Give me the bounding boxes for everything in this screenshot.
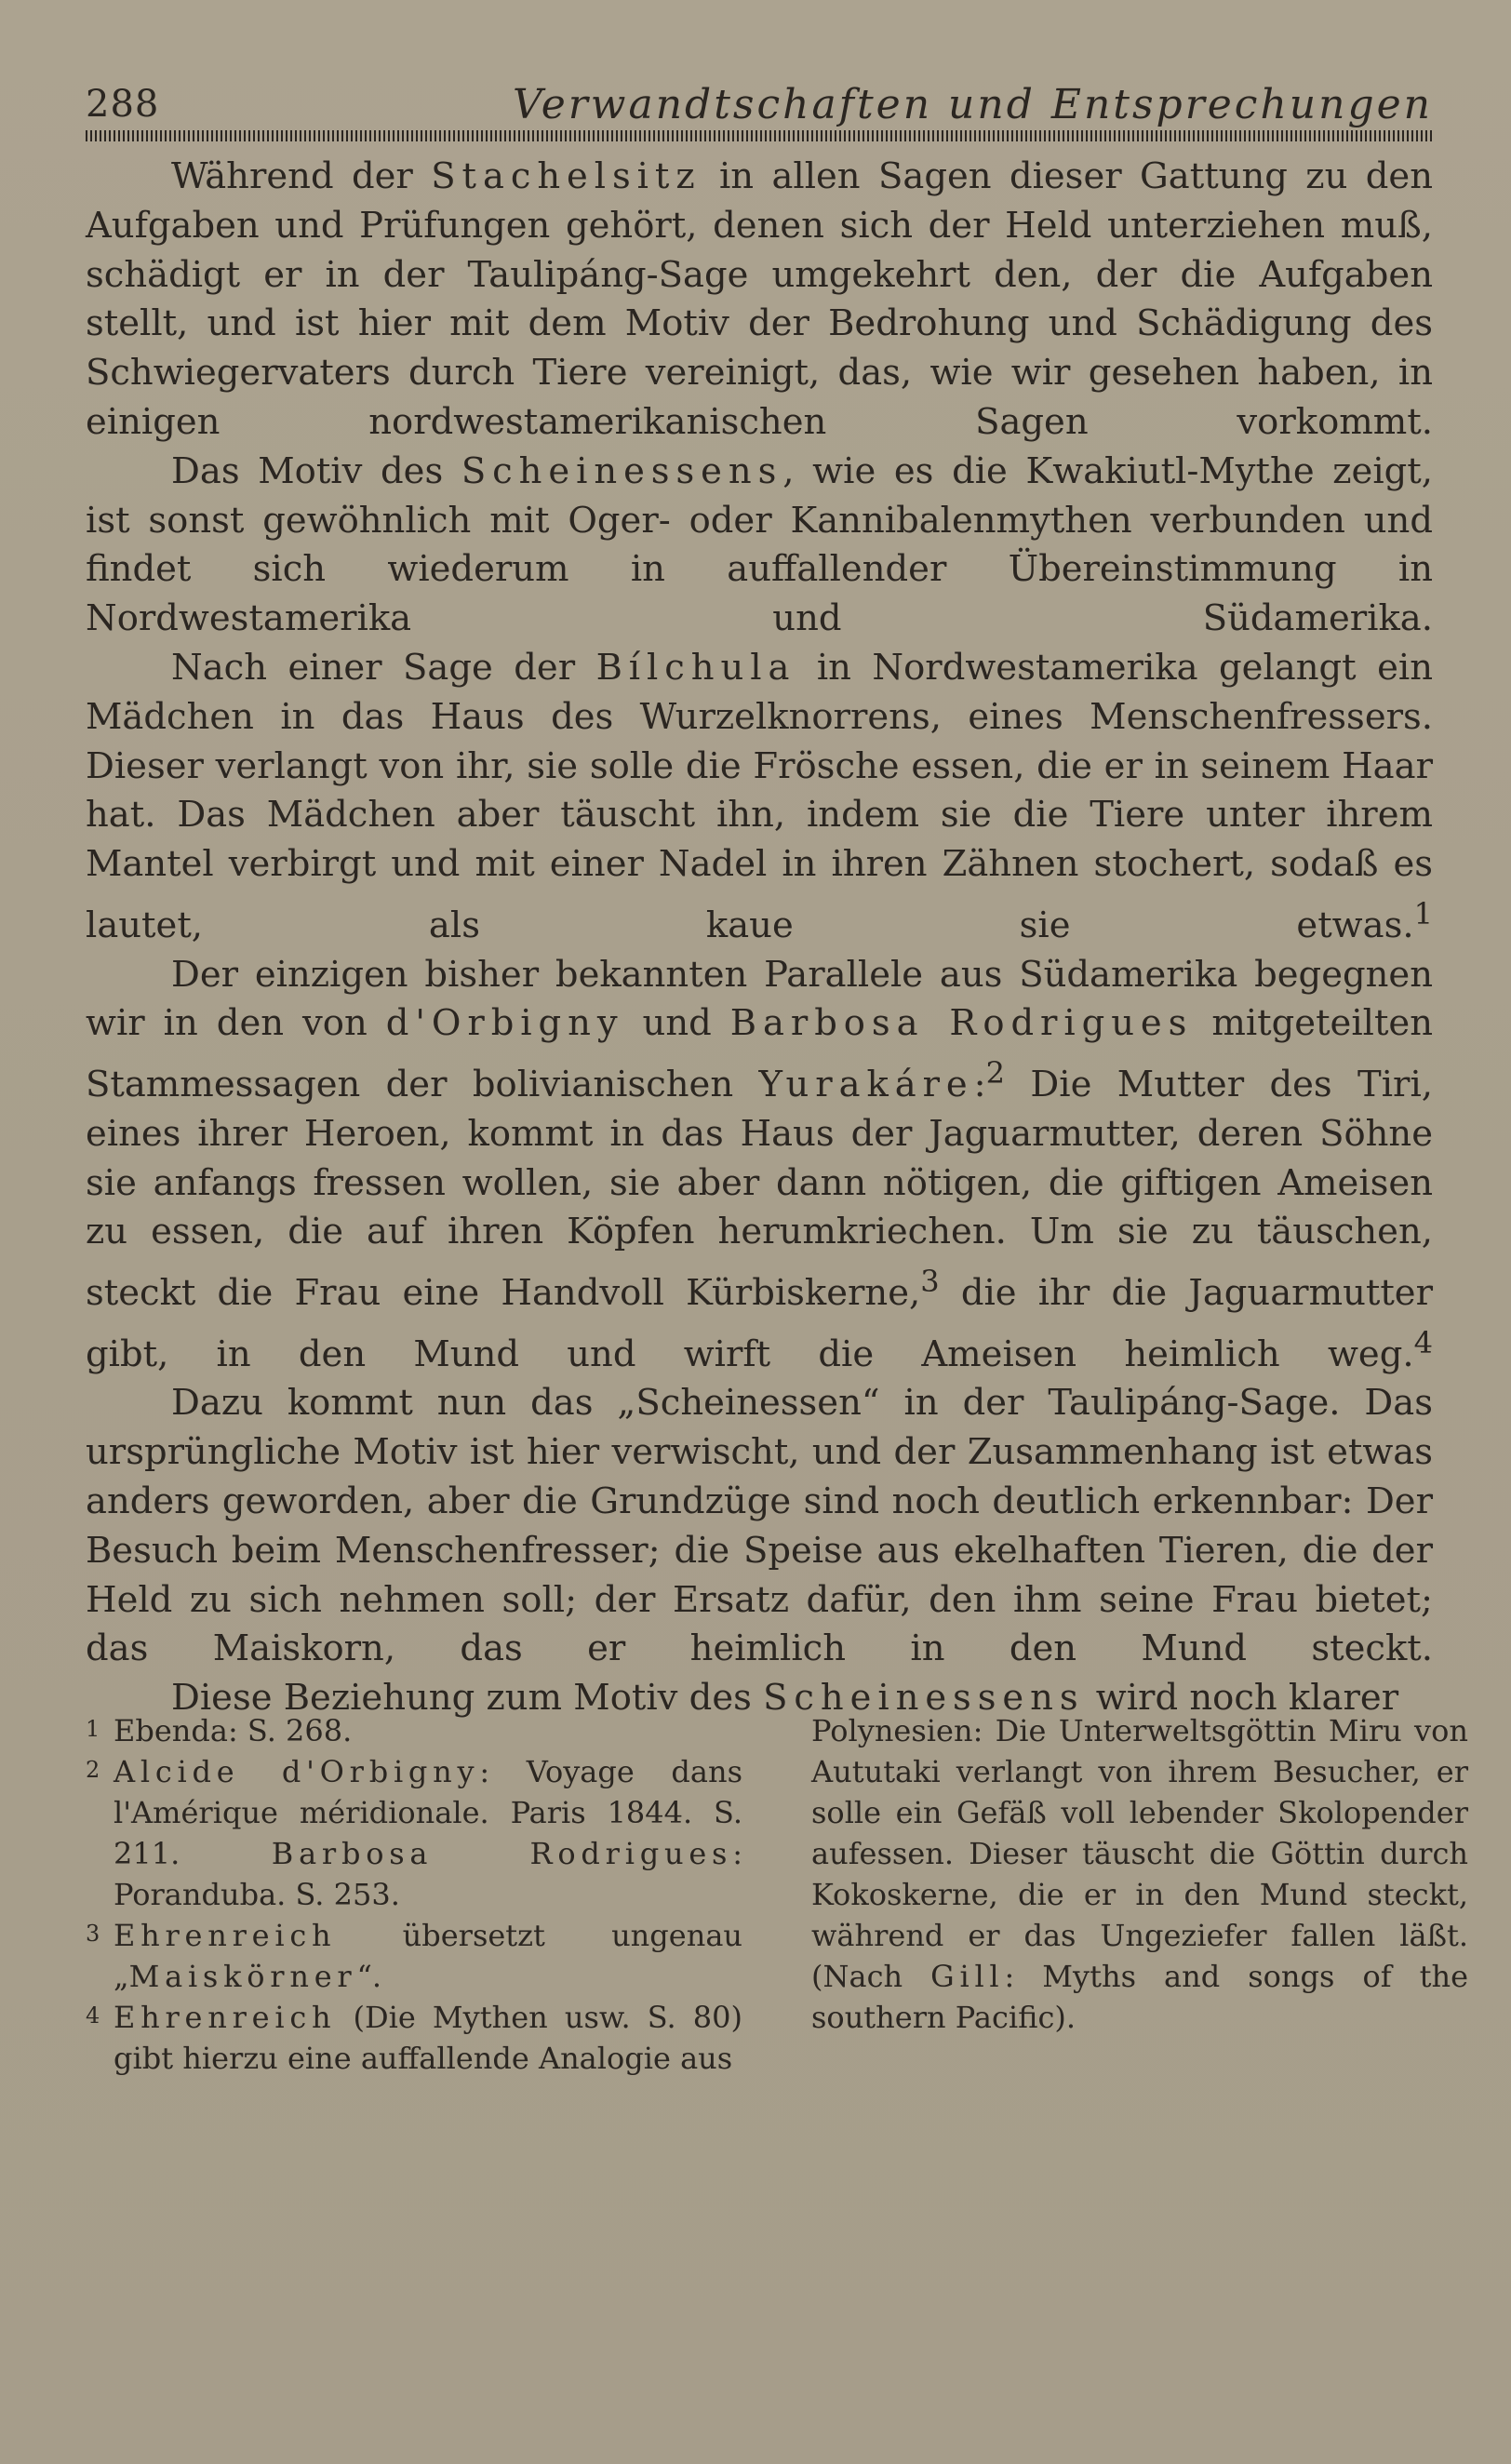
spaced-term: d'Orbigny — [385, 1002, 624, 1045]
running-title: Verwandtschaften und Entsprechungen — [513, 81, 1433, 128]
footnote-1: 1 Ebenda: S. 268. — [86, 1710, 742, 1751]
spaced-term: Stachelsitz — [431, 155, 702, 197]
footnote-ref: 1 — [1413, 895, 1433, 931]
footnote-number: 2 — [86, 1757, 100, 1783]
footnotes-right-column — [811, 1710, 1468, 2038]
spaced-term: Barbosa Rodrigues — [729, 1002, 1194, 1045]
footnote-ref: 3 — [920, 1264, 940, 1300]
page-header — [86, 82, 1433, 134]
paragraph-1: Während der Stachelsitz in allen Sagen dieser Gattung zu den Aufgaben und Prüfungen gehört, denen sich der Held unterziehen muß, schädigt er in der Taulipáng-Sage umgekehrt den, der die Aufgaben stellt, und ist hier mit dem Motiv der Bedrohung und Schädigung des Schwiegervaters durch Tiere vereinigt, das, wie wir gesehen haben, in einigen nordwestamerikanischen Sagen vorkommt. — [86, 155, 1433, 443]
footnote-4: 4 Ehrenreich (Die Mythen usw. S. 80) gibt hierzu eine auffallende Analogie aus — [86, 1997, 742, 2079]
page-number: 288 — [86, 83, 160, 126]
footnote-2: 2 Alcide d'Orbigny: Voyage dans l'Amérique méridionale. Paris 1844. S. 211. Barbosa Rodrigues: Poranduba. S. 253. — [86, 1751, 742, 1915]
spaced-term: Maiskörner — [128, 1959, 357, 1994]
paragraph-6: Diese Beziehung zum Motiv des Scheinessens wird noch klarer — [171, 1677, 1399, 1720]
paragraph-2: Das Motiv des Scheinessens, wie es die Kwakiutl-Mythe zeigt, ist sonst gewöhnlich mit Oger- oder Kannibalenmythen verbunden und findet sich wiederum in auffallender Übereinstimmung in Nordwestamerika und Südamerika. — [86, 449, 1433, 640]
paragraph-3: Nach einer Sage der Bílchula in Nordwestamerika gelangt ein Mädchen in das Haus des Wurzelknorrens, eines Menschenfressers. Dieser verlangt von ihr, sie solle die Frösche essen, die er in seinem Haar hat. Das Mädchen aber täuscht ihn, indem sie die Tiere unter ihrem Mantel verbirgt und mit einer Nadel in ihren Zähnen stochert, sodaß es lautet, als kaue sie etwas.$^1$ — [86, 646, 1433, 946]
footnote-4-continued: Polynesien: Die Unterweltsgöttin Miru von Aututaki verlangt von ihrem Besucher, er solle ein Gefäß voll lebender Skolopender aufessen. Dieser täuscht die Göttin durch Kokoskerne, die er in den Mund steckt, während er das Ungeziefer fallen läßt. (Nach Gill: Myths and songs of the southern Pacific). — [811, 1713, 1468, 2035]
spaced-term: Ehrenreich — [114, 2000, 337, 2035]
spaced-term: Barbosa Rodrigues — [271, 1836, 733, 1871]
paragraph-4: Der einzigen bisher bekannten Parallele aus Südamerika begegnen wir in den von d'Orbigny und Barbosa Rodrigues mitgeteilten Stammessagen der bolivianischen Yurakáre:$^2$ Die Mutter des Tiri, eines ihrer Heroen, kommt in das Haus der Jaguarmutter, deren Söhne sie anfangs fressen wollen, sie aber dann nötigen, die giftigen Ameisen zu essen, die auf ihren Köpfen herumkriechen. Um sie zu täuschen, steckt die Frau eine Handvoll Kürbiskerne,$^3$ die ihr die Jaguarmutter gibt, in den Mund und wirft die Ameisen heimlich weg.$^4$ — [86, 953, 1433, 1375]
spaced-term: Ehrenreich — [114, 1918, 337, 1953]
spaced-term: Scheinessens — [461, 449, 783, 492]
spaced-term: Yurakáre — [758, 1064, 974, 1105]
footnotes-left-column — [86, 1710, 742, 2079]
footnote-ref: 4 — [1413, 1324, 1433, 1360]
footnote-ref: 2 — [985, 1055, 1006, 1091]
spaced-term: Scheinessens — [763, 1677, 1085, 1720]
footnote-3: 3 Ehrenreich übersetzt ungenau „Maiskörner“. — [86, 1915, 742, 1997]
footnote-number: 3 — [86, 1921, 100, 1947]
paragraph-5: Dazu kommt nun das „Scheinessen“ in der Taulipáng-Sage. Das ursprüngliche Motiv ist hier verwischt, und der Zusammenhang ist etwas anders geworden, aber die Grundzüge sind noch deutlich erkennbar: Der Besuch beim Menschenfresser; die Speise aus ekelhaften Tieren, die der Held zu sich nehmen soll; der Ersatz dafür, den ihm seine Frau bietet; das Maiskorn, das er heimlich in den Mund steckt. — [86, 1382, 1433, 1670]
main-text — [86, 153, 1433, 1723]
spaced-term: Alcide d'Orbigny — [114, 1754, 480, 1789]
footnote-number: 1 — [86, 1716, 100, 1742]
spaced-term: Bílchula — [595, 646, 796, 689]
header-rule — [86, 130, 1433, 141]
spaced-term: Gill — [930, 1959, 1005, 1994]
footnote-number: 4 — [86, 2002, 100, 2029]
